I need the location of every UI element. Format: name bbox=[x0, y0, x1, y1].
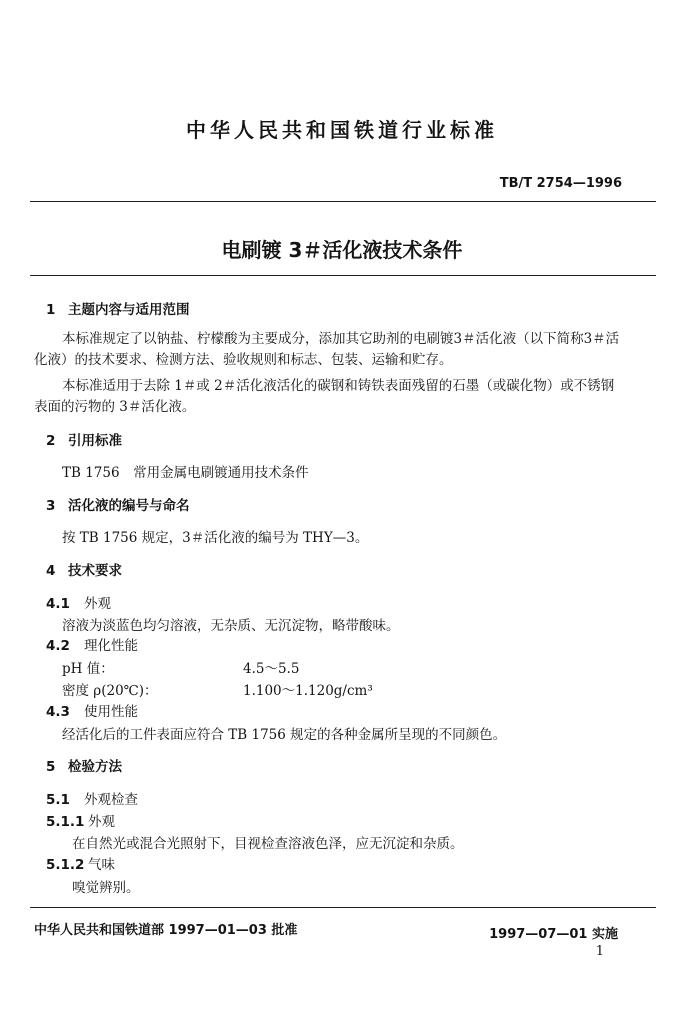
subsection-number: 4.1 bbox=[46, 596, 70, 612]
section-4-heading bbox=[46, 559, 122, 579]
normative-reference: TB 1756 常用金属电刷镀通用技术条件 bbox=[62, 465, 309, 481]
section-title: 技术要求 bbox=[68, 563, 122, 579]
section-title: 活化液的编号与命名 bbox=[68, 498, 190, 514]
subsection-title: 理化性能 bbox=[84, 638, 138, 654]
title-divider bbox=[30, 275, 656, 276]
subsection-5-1-1-text: 在自然光或混合光照射下，目视检查溶液色泽，应无沉淀和杂质。 bbox=[72, 836, 464, 852]
subsection-title: 外观 bbox=[88, 814, 115, 830]
subsection-5-1-1-heading bbox=[46, 810, 115, 830]
subsection-4-3-heading bbox=[46, 700, 138, 720]
header-divider bbox=[30, 201, 656, 202]
section-1-paragraph-2: 本标准适用于去除 1＃或 2＃活化液活化的碳钢和铸铁表面残留的石墨（或碳化物）或不锈钢表面的污物的 3＃活化液。 bbox=[34, 378, 615, 415]
section-1-heading bbox=[46, 298, 190, 318]
section-title: 主题内容与适用范围 bbox=[68, 302, 190, 318]
page-number: 1 bbox=[595, 944, 604, 959]
section-title: 引用标准 bbox=[68, 433, 122, 449]
approval-statement: 中华人民共和国铁道部 1997—01—03 批准 bbox=[34, 923, 298, 938]
subsection-4-3-text: 经活化后的工件表面应符合 TB 1756 规定的各种金属所呈现的不同颜色。 bbox=[62, 727, 507, 743]
subsection-number: 5.1.2 bbox=[46, 857, 85, 873]
section-number: 5 bbox=[46, 759, 56, 775]
section-3-text: 按 TB 1756 规定，3＃活化液的编号为 THY—3。 bbox=[62, 530, 369, 546]
subsection-5-1-heading bbox=[46, 788, 138, 808]
subsection-title: 外观 bbox=[84, 596, 111, 612]
document-title: 电刷镀 3＃活化液技术条件 bbox=[221, 238, 463, 262]
section-number: 1 bbox=[46, 302, 56, 318]
subsection-number: 5.1.1 bbox=[46, 814, 85, 830]
subsection-title: 外观检查 bbox=[84, 792, 138, 808]
subsection-title: 气味 bbox=[88, 857, 115, 873]
section-3-heading bbox=[46, 494, 190, 514]
subsection-5-1-2-heading bbox=[46, 853, 115, 873]
subsection-4-2-heading bbox=[46, 634, 138, 654]
density-value: 1.100～1.120g/cm³ bbox=[243, 683, 373, 699]
density-label: 密度 ρ(20℃)： bbox=[62, 683, 158, 699]
section-number: 2 bbox=[46, 433, 56, 449]
subsection-5-1-2-text: 嗅觉辨别。 bbox=[72, 880, 140, 896]
section-2-heading bbox=[46, 429, 122, 449]
standard-category-title: 中华人民共和国铁道行业标准 bbox=[186, 118, 498, 142]
section-5-heading bbox=[46, 755, 122, 775]
subsection-title: 使用性能 bbox=[84, 704, 138, 720]
section-number: 3 bbox=[46, 498, 56, 514]
implementation-date: 1997—07—01 实施 bbox=[489, 927, 618, 942]
section-number: 4 bbox=[46, 563, 56, 579]
standard-number: TB/T 2754—1996 bbox=[499, 176, 622, 191]
ph-label: pH 值： bbox=[62, 661, 114, 677]
subsection-number: 4.3 bbox=[46, 704, 70, 720]
footer-divider bbox=[30, 907, 656, 908]
subsection-4-1-text: 溶液为淡蓝色均匀溶液，无杂质、无沉淀物，略带酸味。 bbox=[62, 618, 400, 634]
section-title: 检验方法 bbox=[68, 759, 122, 775]
subsection-4-1-heading bbox=[46, 592, 111, 612]
ph-value: 4.5～5.5 bbox=[243, 661, 300, 677]
subsection-number: 4.2 bbox=[46, 638, 70, 654]
section-1-paragraph-1: 本标准规定了以钠盐、柠檬酸为主要成分，添加其它助剂的电刷镀3＃活化液（以下简称3＃活化液）的技术要求、检测方法、验收规则和标志、包装、运输和贮存。 bbox=[34, 331, 620, 368]
subsection-number: 5.1 bbox=[46, 792, 70, 808]
